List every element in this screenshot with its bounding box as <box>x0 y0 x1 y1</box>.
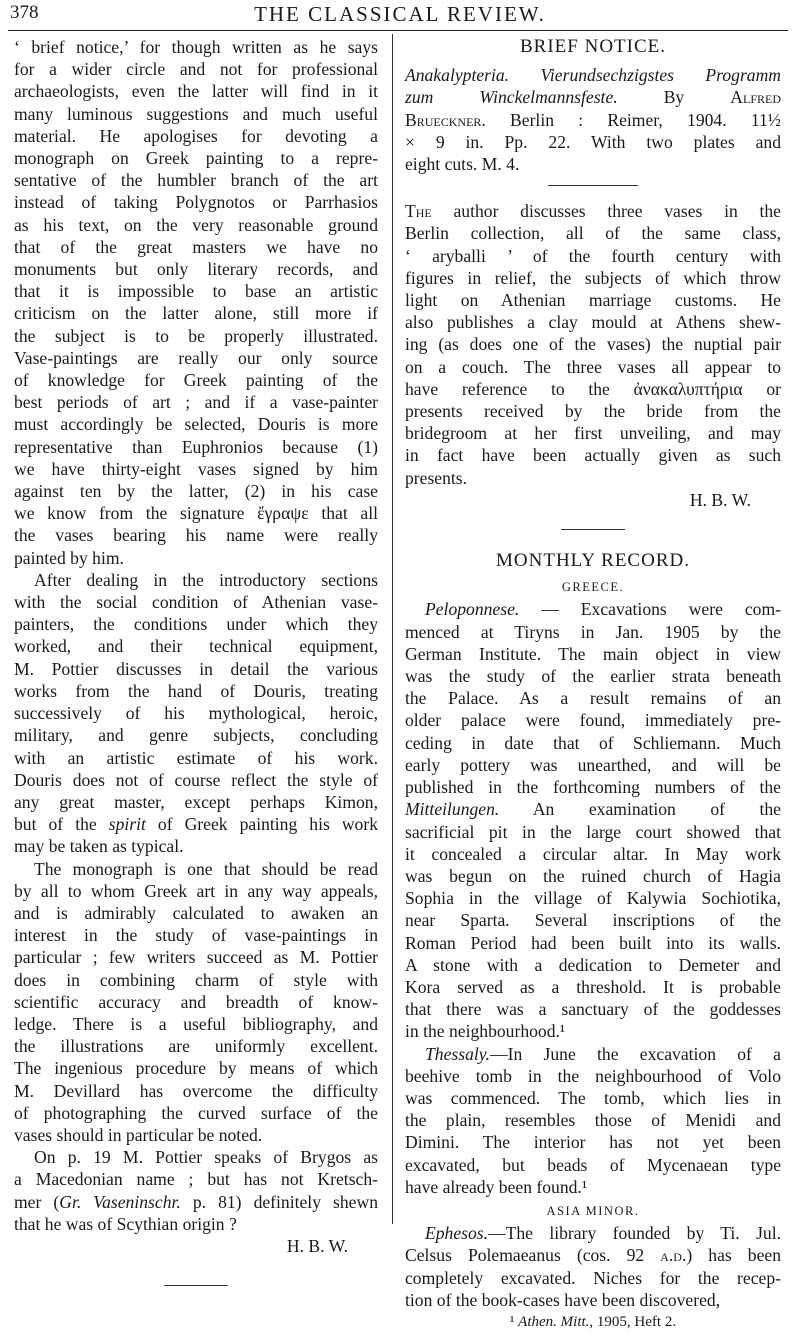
text-line: many luminous suggestions and much useful <box>14 103 378 124</box>
text-line: in fact have been actually given as such <box>405 445 781 466</box>
text-line: that of the great masters we have no <box>14 236 378 257</box>
thessaly-paragraph <box>405 1043 781 1198</box>
text-line: published in the forthcoming numbers of the <box>405 777 781 798</box>
text-line: bridegroom at her first unveiling, and may <box>405 423 781 444</box>
text-line: was commenced. The tomb, which lies in <box>405 1087 781 1108</box>
review-paragraph-2 <box>14 569 378 858</box>
text-line: sacrificial pit in the large court showed that <box>405 821 781 842</box>
text-line: the subject is to be properly illustrated. <box>14 325 378 346</box>
text-line: Mitteilungen. An examination of the <box>405 799 781 820</box>
text-line: criticism on the latter alone, still more if <box>14 303 378 324</box>
text-line: works from the hand of Douris, treating <box>14 680 378 701</box>
text-line: painted by him. <box>14 547 124 568</box>
text-line: that he was of Scythian origin ? <box>14 1213 237 1234</box>
text-line: interest in the study of vase-paintings in <box>14 925 378 946</box>
text-line: Peloponnese. — Excavations were com- <box>425 599 781 620</box>
greece-heading: GREECE. <box>561 580 625 595</box>
text-line: of knowledge for Greek painting of the <box>14 370 378 391</box>
text-line: light on Athenian marriage customs. He <box>405 290 781 311</box>
text-line: Celsus Polemaeanus (cos. 92 a.d.) has been <box>405 1245 781 1266</box>
text-line: ‘ aryballi ’ of the fourth century with <box>405 245 781 266</box>
text-line: but of the spirit of Greek painting his work <box>14 814 378 835</box>
text-line: M. Devillard has overcome the difficulty <box>14 1080 378 1101</box>
asia-minor-heading: ASIA MINOR. <box>546 1203 640 1218</box>
text-line: presents received by the bride from the <box>405 401 781 422</box>
text-line: completely excavated. Niches for the recep- <box>405 1267 781 1288</box>
text-line: tion of the book-cases have been discovered, <box>405 1289 721 1310</box>
text-line: best periods of art ; and if a vase-painter <box>14 392 378 413</box>
text-line: Brueckner. Berlin : Reimer, 1904. 11½ <box>405 109 781 130</box>
text-line: near Sparta. Several inscriptions of the <box>405 910 781 931</box>
text-line: particular ; few writers succeed as M. Pottier <box>14 947 378 968</box>
text-line: worked, and their technical equipment, <box>14 636 378 657</box>
peloponnese-paragraph <box>405 598 781 1042</box>
monthly-record-heading: MONTHLY RECORD. <box>496 550 690 572</box>
book-entry <box>405 64 781 175</box>
text-line: the illustrations are uniformly excellent. <box>14 1036 378 1057</box>
text-line: German Institute. The main object in view <box>405 643 781 664</box>
text-line: Kora served as a threshold. It is probable <box>405 976 781 997</box>
text-line: on a couch. The three vases all appear to <box>405 356 781 377</box>
text-line: may be taken as typical. <box>14 836 184 857</box>
text-line: ing (as does one of the vases) the nuptial pair <box>405 334 781 355</box>
text-line: M. Pottier discusses in detail the various <box>14 658 378 679</box>
text-line: the plain, resembles those of Menidi and <box>405 1110 781 1131</box>
notice-paragraph <box>405 200 781 489</box>
text-line: we have thirty-eight vases signed by him <box>14 458 378 479</box>
left-column <box>14 36 378 1286</box>
text-line: the vases bearing his name were really <box>14 525 378 546</box>
text-line: representative than Euphronios because (1) <box>14 436 378 457</box>
text-line: by all to whom Greek art in any way appeals, <box>14 880 378 901</box>
text-line: × 9 in. Pp. 22. With two plates and <box>405 131 781 152</box>
text-line: with an artistic estimate of his work. <box>14 747 378 768</box>
footnote: ¹ Athen. Mitt., 1905, Heft 2. <box>509 1313 677 1330</box>
text-line: Roman Period had been built into its walls. <box>405 932 781 953</box>
text-line: does in combining charm of style with <box>14 969 378 990</box>
text-line: Berlin collection, all of the same class, <box>405 223 781 244</box>
text-line: for a wider circle and not for professional <box>14 59 378 80</box>
text-line: that there was a sanctuary of the goddesses <box>405 999 781 1020</box>
text-line: Ephesos.—The library founded by Ti. Jul. <box>425 1223 781 1244</box>
text-line: have already been found.¹ <box>405 1176 588 1197</box>
text-line: presents. <box>405 467 468 488</box>
text-line: Dimini. The interior has not yet been <box>405 1132 781 1153</box>
text-line: Vase-paintings are really our only source <box>14 347 378 368</box>
text-line: eight cuts. M. 4. <box>405 154 520 175</box>
text-line: of photographing the curved surface of the <box>14 1102 378 1123</box>
brief-notice-heading: BRIEF NOTICE. <box>520 36 666 57</box>
text-line: excavated, but beads of Mycenaean type <box>405 1154 781 1175</box>
text-line: it concealed a circular altar. In May work <box>405 843 781 864</box>
text-line: vases should in particular be noted. <box>14 1124 263 1145</box>
text-line: a Macedonian name ; but has not Kretsch- <box>14 1169 378 1190</box>
text-line: painters, the conditions under which they <box>14 614 378 635</box>
text-line: ledge. There is a useful bibliography, and <box>14 1013 378 1034</box>
journal-title: THE CLASSICAL REVIEW. <box>254 2 546 26</box>
text-line: that it is impossible to base an artistic <box>14 281 378 302</box>
text-line: zum Winckelmannsfeste. By Alfred <box>405 87 781 108</box>
header-rule <box>8 30 788 31</box>
book-entry-text <box>405 64 781 175</box>
text-line: On p. 19 M. Pottier speaks of Brygos as <box>34 1147 378 1168</box>
text-line: monuments but only literary records, and <box>14 259 378 280</box>
text-line: military, and genre subjects, concluding <box>14 725 378 746</box>
text-line: also publishes a clay mould at Athens shew- <box>405 312 781 333</box>
text-line: as his text, on the very reasonable ground <box>14 214 378 235</box>
text-line: we know from the signature ἔγραψε that all <box>14 503 378 524</box>
review-paragraph-1 <box>14 36 378 569</box>
text-line: sentative of the humbler branch of the art <box>14 170 378 191</box>
text-line: against ten by the latter, (2) in his case <box>14 481 378 502</box>
review-paragraph-4 <box>14 1146 378 1235</box>
page-number: 378 <box>10 2 39 23</box>
page-header <box>0 0 800 28</box>
notice-signature: H. B. W. <box>689 489 751 510</box>
text-line: The author discusses three vases in the <box>405 201 781 222</box>
text-line: ceding in date that of Schliemann. Much <box>405 732 781 753</box>
text-line: Anakalypteria. Vierundsechzigstes Programm <box>405 65 781 86</box>
right-column <box>405 36 781 1333</box>
text-line: mer (Gr. Vaseninschr. p. 81) definitely shewn <box>14 1191 378 1212</box>
text-line: scientific accuracy and breadth of know- <box>14 991 378 1012</box>
text-line: archaeologists, even the latter will find in it <box>14 81 378 102</box>
text-line: menced at Tiryns in Jan. 1905 by the <box>405 621 781 642</box>
text-line: any great master, except perhaps Kimon, <box>14 791 378 812</box>
text-line: ‘ brief notice,’ for though written as he says <box>14 37 378 57</box>
review-signature: H. B. W. <box>286 1235 348 1256</box>
text-line: successively of his mythological, heroic, <box>14 703 378 724</box>
text-line: instead of taking Polygnotos or Parrhasios <box>14 192 378 213</box>
text-line: the Palace. As a result remains of an <box>405 688 781 709</box>
text-line: The ingenious procedure by means of which <box>14 1058 378 1079</box>
text-line: beehive tomb in the neighbourhood of Volo <box>405 1065 781 1086</box>
text-line: material. He apologises for devoting a <box>14 125 378 146</box>
review-end-rule <box>164 1285 228 1286</box>
text-line: Thessaly.—In June the excavation of a <box>425 1043 781 1064</box>
text-line: figures in relief, the subjects of which throw <box>405 267 781 288</box>
text-line: must accordingly be selected, Douris is more <box>14 414 378 435</box>
ephesos-paragraph <box>405 1222 781 1311</box>
text-line: with the social condition of Athenian vase- <box>14 592 378 613</box>
review-paragraph-3 <box>14 858 378 1147</box>
text-line: Sophia in the village of Kalywia Sochiotika, <box>405 888 781 909</box>
text-line: After dealing in the introductory sections <box>34 569 378 590</box>
text-line: Douris does not of course reflect the style of <box>14 769 378 790</box>
text-line: early pottery was unearthed, and will be <box>405 754 781 775</box>
column-divider <box>392 34 393 1224</box>
text-line: A stone with a dedication to Demeter and <box>405 954 781 975</box>
text-line: The monograph is one that should be read <box>34 858 378 879</box>
text-line: have reference to the ἀνακαλυπτήρια or <box>405 378 781 399</box>
text-line: was begun on the ruined church of Hagia <box>405 865 781 886</box>
text-line: and is admirably calculated to awaken an <box>14 902 378 923</box>
text-line: older palace were found, immediately pre- <box>405 710 781 731</box>
text-line: in the neighbourhood.¹ <box>405 1021 566 1042</box>
text-line: was the study of the earlier strata beneath <box>405 666 781 687</box>
text-line: monograph on Greek painting to a repre- <box>14 148 378 169</box>
